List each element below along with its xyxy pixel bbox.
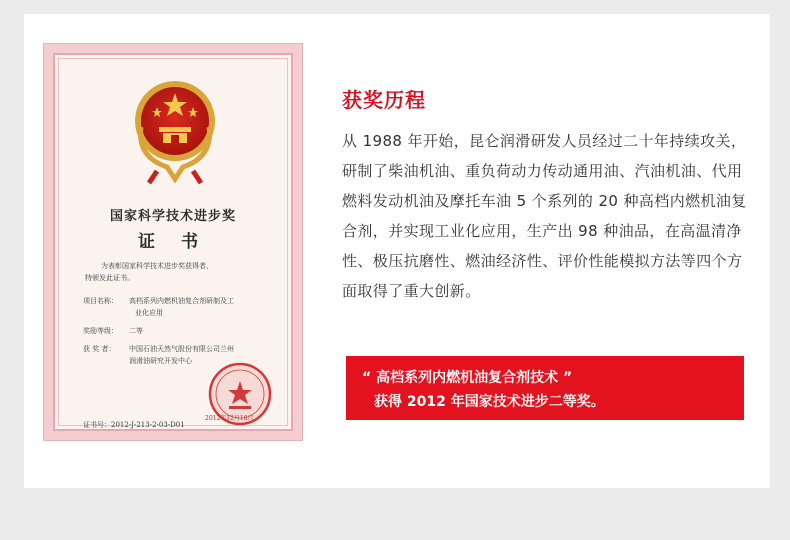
section-paragraph: 从 1988 年开始，昆仑润滑研发人员经过二十年持续攻关，研制了柴油机油、重负荷动力传动通用油、汽油机油、代用燃料发动机油及摩托车油 5 个系列的 20 种高档内燃机油复合剂，并实现工业化应用，生产出 98 种油品，在高温清净性、极压抗磨性、燃油经济性、评价性能模拟方法等四个方面取得了重大创新。: [342, 132, 747, 300]
certificate-intro-2: 特颁发此证书。: [85, 274, 134, 282]
certificate-intro-1: 为表彰国家科学技术进步奖获得者，: [101, 262, 213, 270]
winner-label: 获 奖 者：: [83, 345, 116, 353]
project-value-1: 高档系列内燃机油复合剂研制及工: [129, 297, 234, 305]
winner-value-1: 中国石油天然气股份有限公司兰州: [129, 345, 234, 353]
certificate-number: 证书号：2012-J-213-2-03-D01: [83, 421, 185, 429]
grade-value: 二等: [129, 327, 143, 335]
award-banner: [346, 356, 744, 420]
award-detail: 获得 2012 年国家技术进步二等奖。: [374, 394, 605, 410]
project-label: 项目名称：: [83, 297, 118, 305]
project-value-2: 业化应用: [135, 309, 163, 317]
certificate-subtitle: 证 书: [138, 232, 208, 252]
section-heading: 获奖历程: [342, 88, 426, 112]
certificate-image: [44, 44, 302, 440]
certificate-frame: [53, 53, 293, 431]
seal-date: 2012年12月18日: [205, 415, 254, 422]
award-title: “ 高档系列内燃机油复合剂技术 ”: [362, 370, 573, 386]
content-card: [24, 14, 770, 488]
grade-label: 奖励等级：: [83, 327, 118, 335]
certificate-title: 国家科学技术进步奖: [109, 209, 236, 224]
winner-value-2: 润滑油研究开发中心: [129, 357, 192, 365]
national-emblem-icon: [127, 67, 223, 185]
